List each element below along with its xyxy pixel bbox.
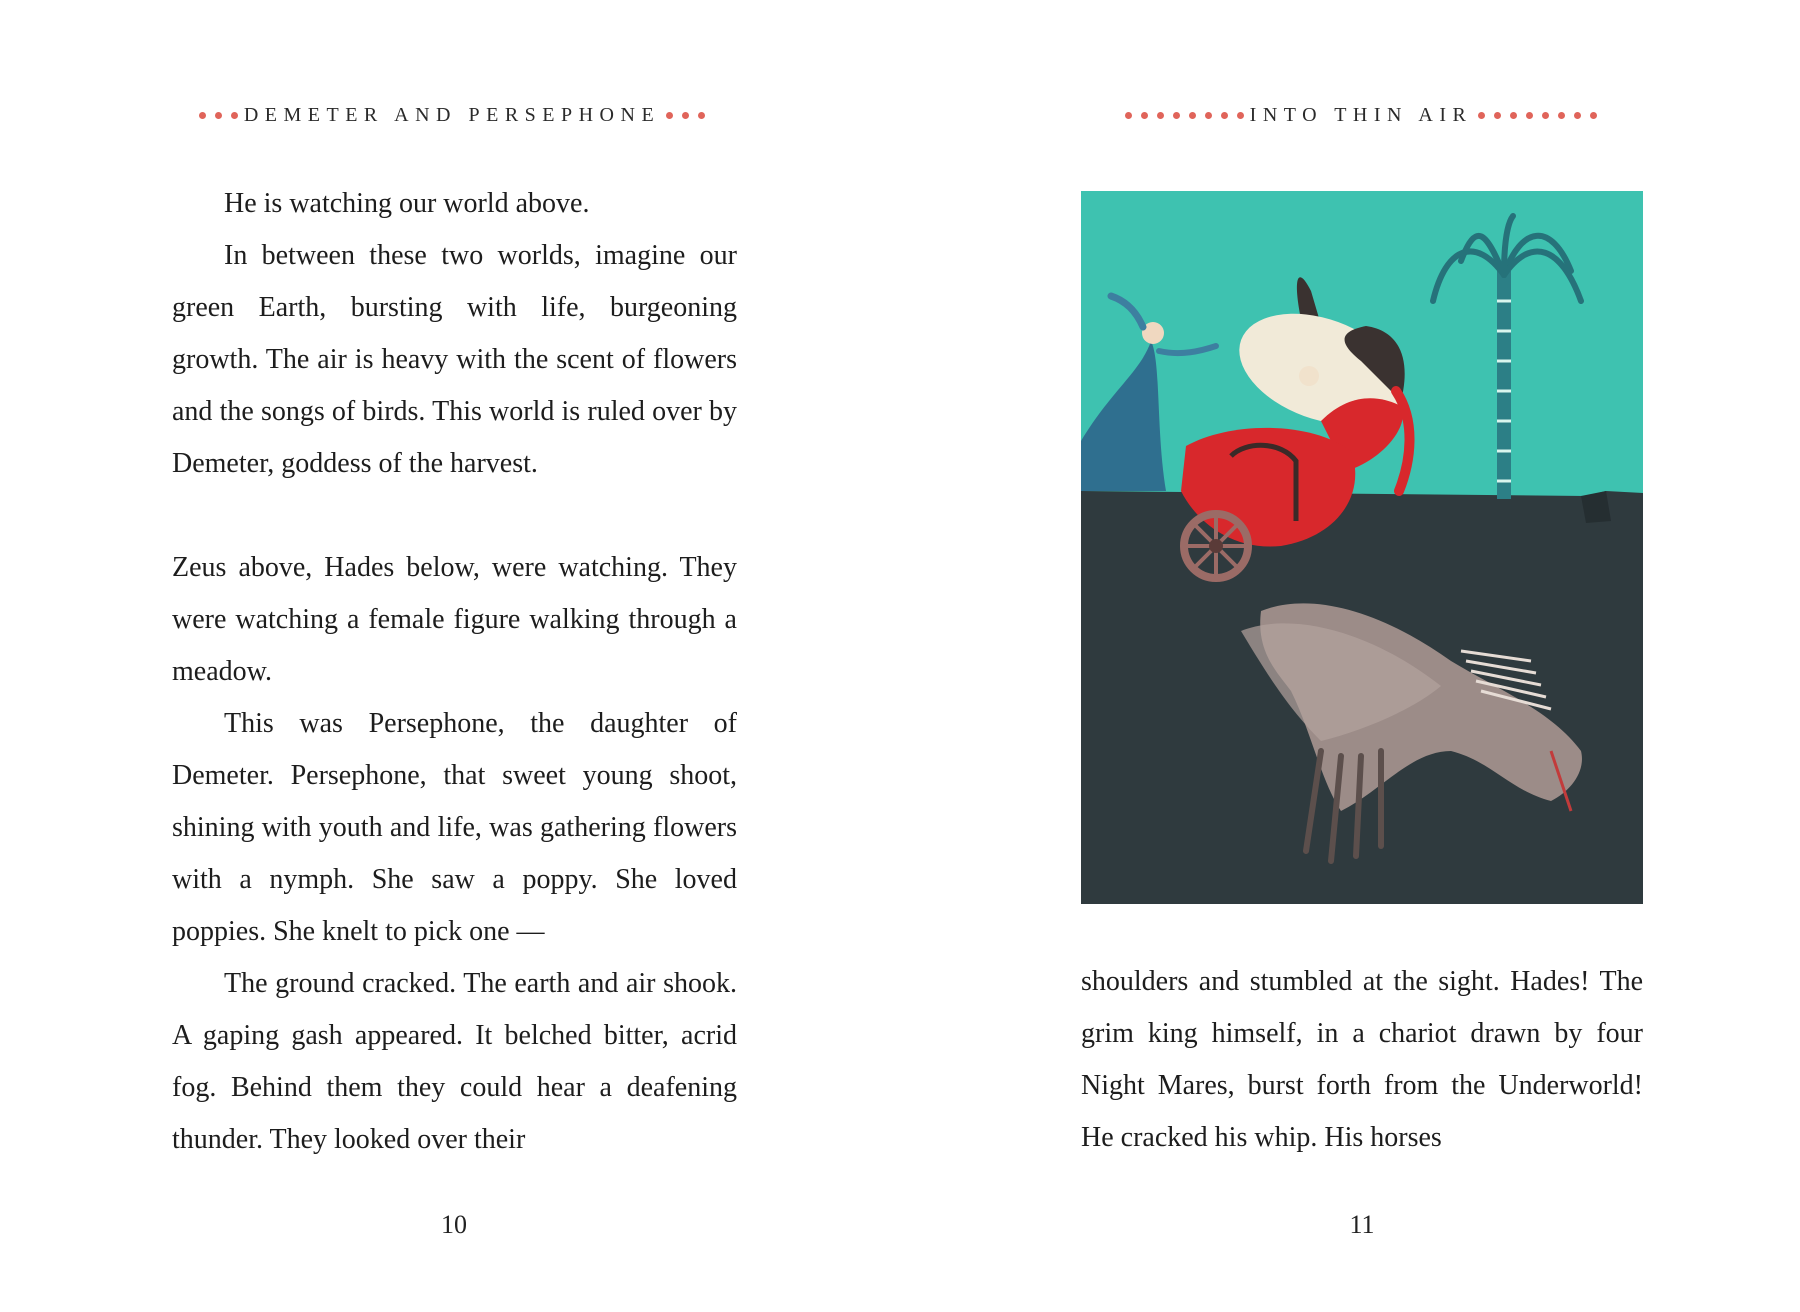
body-text-right [1081,956,1643,1164]
paragraph: This was Persephone, the daughter of Demeter. Persephone, that sweet young shoot, shining with youth and life, was gathering flowers with a nymph. She saw a poppy. She loved poppies. She knelt to pick one — [172,708,737,947]
paragraph-gap [172,490,737,542]
running-head-title: INTO THIN AIR [1249,104,1473,126]
chariot-illustration [1081,191,1643,904]
paragraph: Zeus above, Hades below, were watching. They were watching a female figure walking through a meadow. [172,552,737,687]
ornament-dots-right [666,112,705,119]
paragraph: In between these two worlds, imagine our green Earth, bursting with life, burgeoning growth. The air is heavy with the scent of flowers and the songs of birds. This world is ruled over by Demeter, goddess of the harvest. [172,240,737,479]
body-text-left [172,178,737,1166]
ornament-dots-left [1125,112,1244,119]
paragraph: shoulders and stumbled at the sight. Hades! The grim king himself, in a chariot drawn by four Night Mares, burst forth from the Underworld! He cracked his whip. His horses [1081,966,1643,1153]
running-head-right [1081,104,1641,127]
right-page [900,0,1800,1312]
illustration-art [1081,191,1643,904]
ornament-dots-left [199,112,238,119]
paragraph: The ground cracked. The earth and air shook. A gaping gash appeared. It belched bitter, acrid fog. Behind them they could hear a deafening thunder. They looked over their [172,968,737,1155]
page-number-right: 11 [1349,1210,1375,1239]
page-number-left: 10 [441,1210,467,1239]
paragraph: He is watching our world above. [224,188,590,219]
running-head-left [172,104,732,127]
running-head-title: DEMETER AND PERSEPHONE [243,104,661,126]
ornament-dots-right [1478,112,1597,119]
